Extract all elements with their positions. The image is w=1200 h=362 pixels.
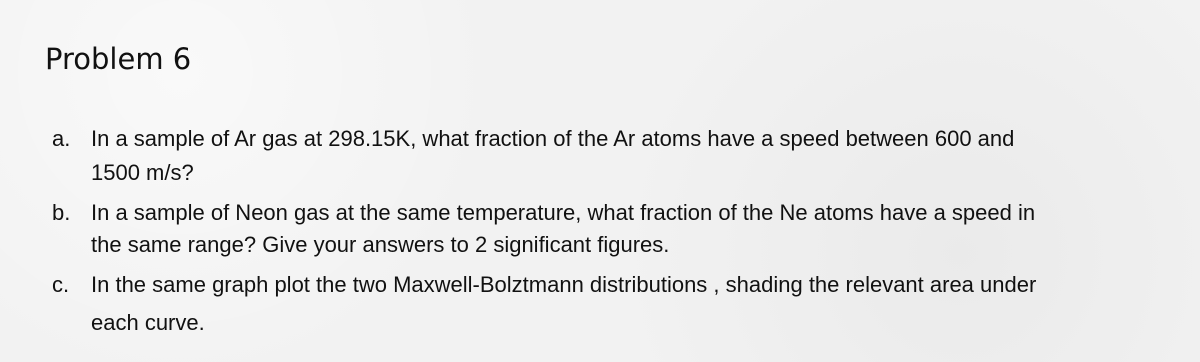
question-a-line-1: In a sample of Ar gas at 298.15K, what fraction of the Ar atoms have a speed between 600 and bbox=[91, 126, 1015, 151]
question-b-line-1: In a sample of Neon gas at the same temperature, what fraction of the Ne atoms have a speed in bbox=[91, 200, 1036, 225]
question-c-line-2: each curve. bbox=[91, 310, 205, 335]
question-a-line-2: 1500 m/s? bbox=[91, 160, 194, 185]
question-a-label: a. bbox=[52, 126, 71, 151]
problem-title: Problem 6 bbox=[45, 42, 192, 76]
question-c-label: c. bbox=[52, 272, 70, 297]
question-b-label: b. bbox=[52, 200, 71, 225]
question-b-line-2: the same range? Give your answers to 2 significant figures. bbox=[91, 232, 670, 257]
question-c-line-1: In the same graph plot the two Maxwell-Bolztmann distributions , shading the relevant area under bbox=[91, 272, 1037, 297]
